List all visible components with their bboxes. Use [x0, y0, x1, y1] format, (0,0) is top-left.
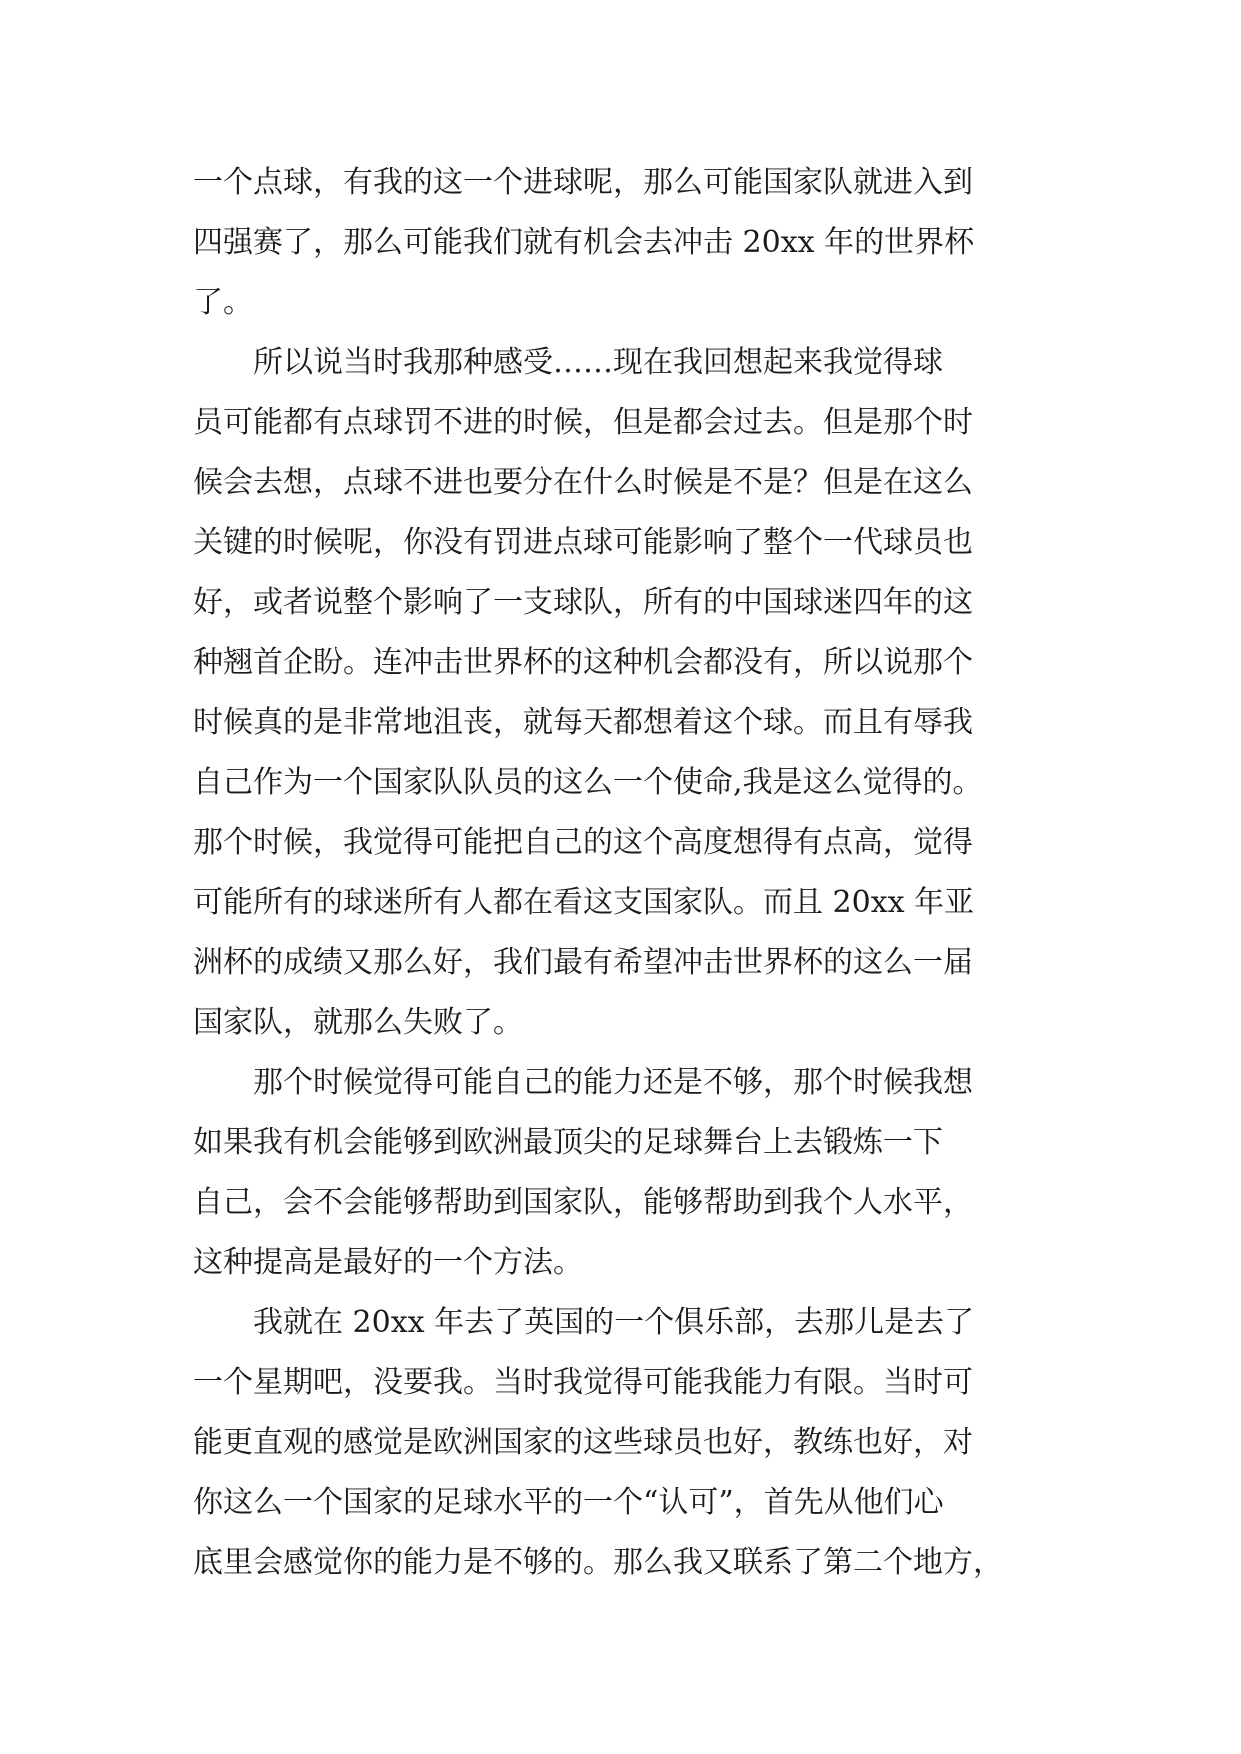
text-line: 自己，会不会能够帮助到国家队，能够帮助到我个人水平，	[193, 1185, 973, 1220]
body-text	[193, 153, 1053, 1593]
text-line: 员可能都有点球罚不进的时候，但是都会过去。但是那个时	[193, 405, 973, 440]
paragraph-first-line: 所以说当时我那种感受……现在我回想起来我觉得球	[253, 345, 943, 380]
text-line: 国家队，就那么失败了。	[193, 1005, 523, 1040]
text-line: 一个点球，有我的这一个进球呢，那么可能国家队就进入到	[193, 165, 973, 200]
text-line: 洲杯的成绩又那么好，我们最有希望冲击世界杯的这么一届	[193, 945, 973, 980]
text-line: 自己作为一个国家队队员的这么一个使命,我是这么觉得的。	[193, 765, 983, 800]
text-line: 了。	[193, 285, 253, 320]
text-line: 你这么一个国家的足球水平的一个“认可”，首先从他们心	[193, 1485, 944, 1520]
text-line: 能更直观的感觉是欧洲国家的这些球员也好，教练也好，对	[193, 1425, 973, 1460]
text-line: 那个时候，我觉得可能把自己的这个高度想得有点高，觉得	[193, 825, 973, 860]
text-line: 四强赛了，那么可能我们就有机会去冲击 20xx 年的世界杯	[193, 225, 975, 260]
text-line: 底里会感觉你的能力是不够的。那么我又联系了第二个地方，	[193, 1545, 1003, 1580]
text-line: 时候真的是非常地沮丧，就每天都想着这个球。而且有辱我	[193, 705, 973, 740]
text-line: 关键的时候呢，你没有罚进点球可能影响了整个一代球员也	[193, 525, 973, 560]
text-line: 如果我有机会能够到欧洲最顶尖的足球舞台上去锻炼一下	[193, 1125, 943, 1160]
text-line: 这种提高是最好的一个方法。	[193, 1245, 583, 1280]
paragraph-first-line: 我就在 20xx 年去了英国的一个俱乐部，去那儿是去了	[253, 1305, 975, 1340]
text-line: 一个星期吧，没要我。当时我觉得可能我能力有限。当时可	[193, 1365, 973, 1400]
text-line: 种翘首企盼。连冲击世界杯的这种机会都没有，所以说那个	[193, 645, 973, 680]
text-line: 候会去想，点球不进也要分在什么时候是不是？但是在这么	[193, 465, 973, 500]
paragraph-first-line: 那个时候觉得可能自己的能力还是不够，那个时候我想	[253, 1065, 973, 1100]
text-line: 可能所有的球迷所有人都在看这支国家队。而且 20xx 年亚	[193, 885, 975, 920]
text-line: 好，或者说整个影响了一支球队，所有的中国球迷四年的这	[193, 585, 973, 620]
